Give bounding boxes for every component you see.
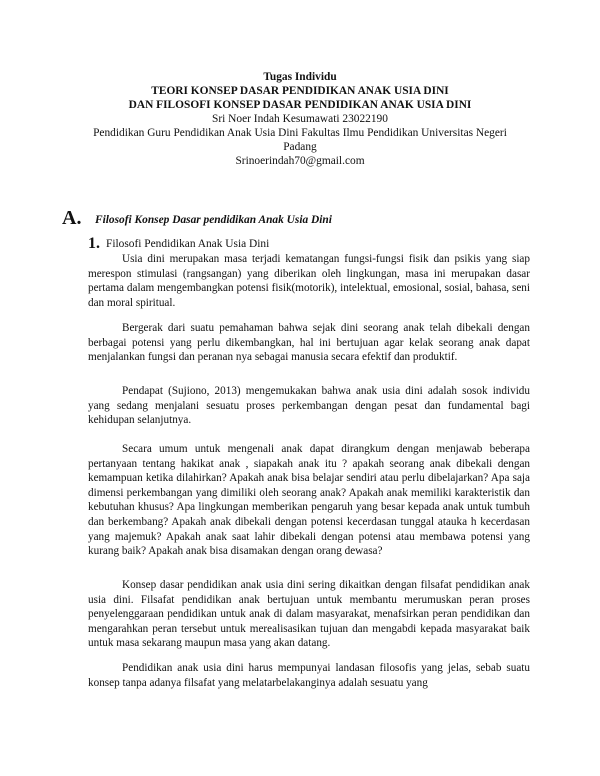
section-title: Filosofi Konsep Dasar pendidikan Anak Usia Dini xyxy=(95,214,332,226)
affiliation-line-2: Padang xyxy=(283,141,317,153)
author-line: Sri Noer Indah Kesumawati 23022190 xyxy=(212,113,388,125)
title-line-1: TEORI KONSEP DASAR PENDIDIKAN ANAK USIA DINI xyxy=(151,85,449,97)
affiliation-line-1: Pendidikan Guru Pendidikan Anak Usia Dini Fakultas Ilmu Pendidikan Universitas Negeri xyxy=(93,127,507,139)
email-line: Srinoerindah70@gmail.com xyxy=(235,155,365,167)
paragraph-4: Secara umum untuk mengenali anak dapat dirangkum dengan menjawab beberapa pertanyaan tentang hakikat anak , siapakah anak itu ? apakah seorang anak dibekali dengan kemampuan ketika dilahirkan? Apakah anak bisa belajar sendiri atau perlu dibelajarkan? Apa saja dimensi perkembangan yang dimiliki oleh seorang anak? Apakah anak memiliki karakteristik dan kebutuhan khusus? Apa lingkungan memberikan pengaruh yang besar kepada anak untuk tumbuh dan berkembang? Apakah anak dibekali dengan potensi kecerdasan tunggal atauka h kecerdasan yang majemuk? Apakah anak saat lahir dibekali dengan potensi atau membawa potensi yang kurang baik? Apakah anak bisa disamakan dengan orang dewasa? xyxy=(88,443,530,558)
section-letter: A. xyxy=(62,207,82,229)
paragraph-3: Pendapat (Sujiono, 2013) mengemukakan bahwa anak usia dini adalah sosok individu yang sedang menjalani sesuatu proses perkembangan dengan pesat dan fundamental bagi kehidupan selanjutnya. xyxy=(88,385,530,427)
subsection-title: Filosofi Pendidikan Anak Usia Dini xyxy=(106,238,270,250)
paragraph-1: Usia dini merupakan masa terjadi kematangan fungsi-fungsi fisik dan psikis yang siap merespon stimulasi (rangsangan) yang diberikan oleh lingkungan, masa ini merupakan dasar pertama dalam mengembangkan potensi fisik(motorik), intelektual, emosional, sosial, bahasa, seni dan moral spiritual. xyxy=(88,253,530,309)
title-line-2: DAN FILOSOFI KONSEP DASAR PENDIDIKAN ANAK USIA DINI xyxy=(128,99,472,111)
subsection-number: 1. xyxy=(88,235,100,252)
paragraph-6: Pendidikan anak usia dini harus mempunyai landasan filosofis yang jelas, sebab suatu konsep tanpa adanya filsafat yang melatarbelakanginya adalah sesuatu yang xyxy=(88,662,530,689)
assignment-label: Tugas Individu xyxy=(263,71,337,83)
paragraph-2: Bergerak dari suatu pemahaman bahwa sejak dini seorang anak telah dibekali dengan berbagai potensi yang perlu dikembangkan, hal ini bertujuan agar kelak seorang anak dapat menjalankan fungsi dan peranan nya sebagai manusia secara efektif dan produktif. xyxy=(88,322,530,364)
paragraph-5: Konsep dasar pendidikan anak usia dini sering dikaitkan dengan filsafat pendidikan anak usia dini. Filsafat pendidikan anak bertujuan untuk membantu merumuskan peran proses penyelenggaraan pendidikan untuk anak di dalam masyarakat, menafsirkan peran pendidikan dan mengarahkan peran tersebut untuk merealisasikan tujuan dan mengabdi kepada masyarakat baik untuk masa sekarang maupun masa yang akan datang. xyxy=(88,579,530,650)
